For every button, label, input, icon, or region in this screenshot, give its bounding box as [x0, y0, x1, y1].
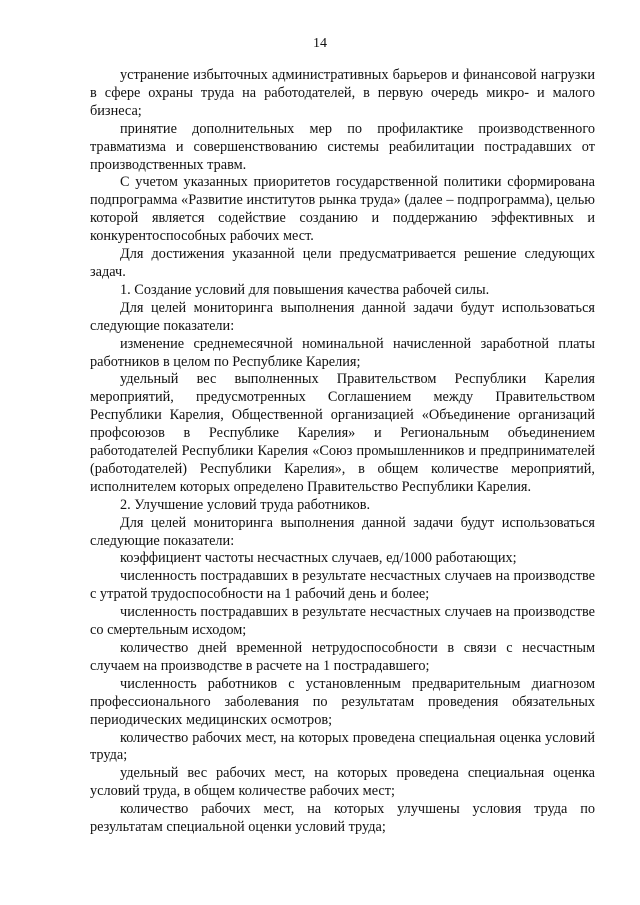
paragraph-indicator-accident-rate: коэффициент частоты несчастных случаев, ед/1000 работающих; — [120, 550, 517, 567]
paragraph-indicator-injured-count: численность пострадавших в результате несчастных случаев на производстве с утратой трудоспособности на 1 рабочий день и более; — [90, 568, 595, 603]
paragraph-indicator-wage-change: изменение среднемесячной номинальной начисленной заработной платы работников в целом по Республике Карелия; — [90, 335, 595, 370]
paragraph-subprogram-goal: С учетом указанных приоритетов государственной политики сформирована подпрограмма «Развитие институтов рынка труда» (далее – подпрограмма), целью которой является содействие созданию и поддержанию эффективных и конкурентоспособных рабочих мест. — [90, 174, 595, 245]
paragraph-task-2-indicators-intro: Для целей мониторинга выполнения данной задачи будут использоваться следующие показатели: — [90, 514, 595, 549]
paragraph-indicator-disability-days: количество дней временной нетрудоспособности в связи с несчастным случаем на производстве в расчете на 1 пострадавшего; — [90, 640, 595, 674]
paragraph-indicator-assessed-share: удельный вес рабочих мест, на которых проведена специальная оценка условий труда, в общем количестве рабочих мест; — [90, 765, 595, 800]
paragraph-prevention-measures: принятие дополнительных мер по профилактике производственного травматизма и совершенствованию системы реабилитации пострадавших от производственных травм. — [90, 120, 595, 173]
paragraph-indicator-improved-workplaces: количество рабочих мест, на которых улучшены условия труда по результатам специальной оценки условий труда; — [90, 801, 595, 836]
paragraph-tasks-intro: Для достижения указанной цели предусматривается решение следующих задач. — [90, 246, 595, 280]
paragraph-reduce-barriers: устранение избыточных административных барьеров и финансовой нагрузки в сфере охраны труда на работодателей, в первую очередь микро- и малого бизнеса; — [90, 67, 595, 119]
paragraph-task-1-heading: 1. Создание условий для повышения качества рабочей силы. — [120, 281, 490, 298]
page-number: 14 — [313, 36, 327, 51]
paragraph-indicator-agreement-share: удельный вес выполненных Правительством Республики Карелия мероприятий, предусмотренных Соглашением между Правительством Республики Карелия, Общественной организацией «Объединение организаций профсоюзов в Республике Карелия» и Региональным объединением работодателей Республики Карелия «Союз промышленников и предпринимателей (работодателей) Республики Карелия», в общем количестве мероприятий, исполнителем которых определено Правительство Республики Карелия. — [90, 371, 595, 495]
paragraph-indicator-assessed-workplaces: количество рабочих мест, на которых проведена специальная оценка условий труда; — [90, 729, 595, 764]
paragraph-indicator-fatal-count: численность пострадавших в результате несчастных случаев на производстве со смертельным исходом; — [90, 604, 595, 639]
document-body — [90, 67, 595, 837]
paragraph-task-1-indicators-intro: Для целей мониторинга выполнения данной задачи будут использоваться следующие показатели: — [90, 299, 595, 334]
paragraph-indicator-occupational-disease: численность работников с установленным предварительным диагнозом профессионального заболевания по результатам проведения обязательных периодических медицинских осмотров; — [90, 675, 595, 728]
paragraph-task-2-heading: 2. Улучшение условий труда работников. — [120, 496, 371, 513]
